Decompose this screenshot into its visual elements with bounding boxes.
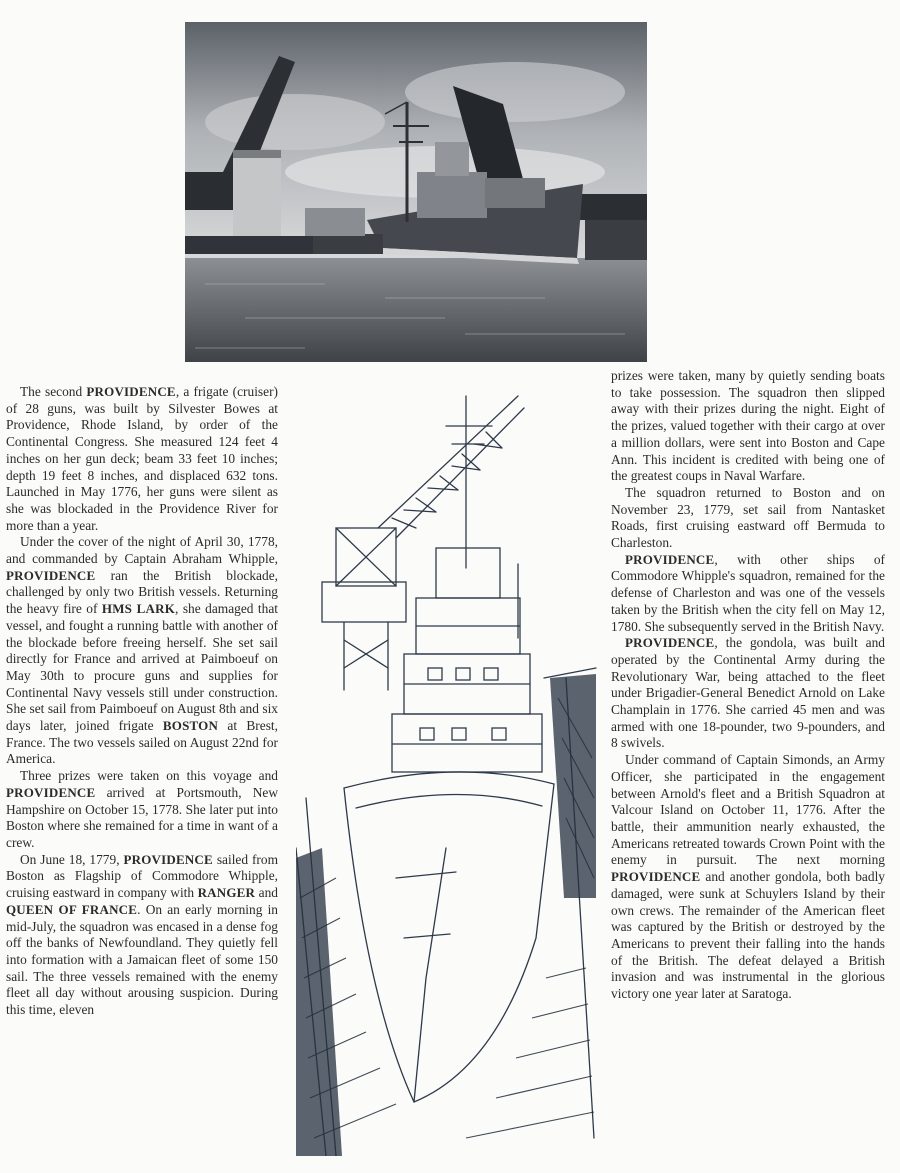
text-run: Under command of Captain Simonds, an Army Officer, she participated in the engagement between Arnold's fleet and a British Squadron at Valcour Island on October 11, 1776. After the battle, their ammunition nearly exhausted, the Americans retreated towards Crown Point with the enemy in pursuit. The next morning	[611, 752, 885, 868]
paragraph	[6, 768, 278, 852]
ship-name: HMS LARK	[101, 601, 176, 617]
text-run: sailed from Boston as Flagship of Commodore Whipple, cruising eastward in company with	[6, 851, 279, 901]
text-run: , the gondola, was built and operated by the Continental Army during the Revolutionary War, being attached to the fleet under Brigadier-General Benedict Arnold on Lake Champlain in 1776. She carried 45 men and was armed with one 18-pounder, two 9-pounders, and 8 swivels.	[611, 635, 885, 751]
ship-name: PROVIDENCE	[123, 851, 213, 867]
ship-name: PROVIDENCE	[625, 551, 715, 567]
drydock-sketch-illustration	[296, 378, 600, 1156]
ship-name: BOSTON	[162, 718, 219, 734]
photo-illustration	[185, 22, 647, 362]
paragraph	[611, 635, 885, 752]
ship-name: PROVIDENCE	[86, 384, 176, 399]
text-run: , with other ships of Commodore Whipple's squadron, remained for the defense of Charleston and was one of the vessels taken by the British when the city fell on May 12, 1780. She subsequently served in the British Navy.	[611, 551, 885, 634]
text-run: The squadron returned to Boston and on November 23, 1779, set sail from Nantasket Roads, first cruising eastward off Bermuda to Charleston.	[611, 484, 885, 551]
ship-name: PROVIDENCE	[6, 567, 96, 583]
sketch-illustration	[296, 378, 600, 1156]
ship-name: RANGER	[197, 885, 256, 901]
ship-name: PROVIDENCE	[611, 869, 701, 885]
text-run: and	[255, 885, 278, 901]
text-run: at Brest, France. The two vessels sailed on August 22nd for America.	[6, 718, 278, 767]
ship-name: PROVIDENCE	[625, 635, 715, 651]
text-run: On June 18, 1779,	[20, 851, 124, 867]
text-run: . On an early morning in mid-July, the squadron was encased in a dense fog off the banks of Newfoundland. They quietly fell into formation with a Jamaican fleet of some 150 sail. The three vessels remained with the enemy fleet all day without arousing suspicion. During this time, eleven	[6, 901, 278, 1018]
text-run: Three prizes were taken on this voyage and	[20, 768, 278, 784]
text-run: , a frigate (cruiser) of 28 guns, was built by Silvester Bowes at Providence, Rhode Island, by order of the Continental Congress. She measured 124 feet 4 inches on her gun deck; beam 33 feet 10 inches; depth 19 feet 8 inches, and displaced 632 tons. Launched in May 1776, her guns were silent as she was blockaded in the Providence River for more than a year.	[6, 384, 278, 533]
article-column-left	[6, 384, 278, 1019]
text-run: arrived at Portsmouth, New Hampshire on October 15, 1778. She later put into Boston where she remained for a time in want of a crew.	[6, 784, 278, 850]
article-column-right	[611, 368, 885, 1003]
paragraph	[611, 752, 885, 1003]
paragraph	[611, 552, 885, 636]
paragraph	[6, 852, 278, 1019]
text-run: and another gondola, both badly damaged, were sunk at Schuylers Island by their own crews. The remainder of the American fleet was captured by the British or destroyed by the Americans to prevent their falling into the hands of the British. The defeat delayed a British invasion and was instrumental in the glorious victory one year later at Saratoga.	[611, 869, 885, 1002]
text-run: ran the British blockade, challenged by only two British vessels. Returning the heavy fire of	[6, 567, 278, 617]
text-run: , she damaged that vessel, and fought a running battle with another of the blockade before freeing herself. She set sail directly for France and arrived at Paimboeuf on May 30th to procure guns and supplies for Continental Navy vessels still under construction. She set sail from Paimboeuf on August 8th and six days later, joined frigate	[6, 601, 278, 734]
cruiser-bridge-photo	[185, 22, 647, 362]
ship-name: QUEEN OF FRANCE	[6, 901, 138, 917]
paragraph	[611, 368, 885, 485]
text-run: Under the cover of the night of April 30, 1778, and commanded by Captain Abraham Whipple,	[6, 534, 278, 567]
ship-name: PROVIDENCE	[6, 784, 96, 800]
text-run: prizes were taken, many by quietly sending boats to take possession. The squadron then slipped away with their prizes during the night. Eight of the prizes, valued together with their cargo at over a million dollars, were sent into Boston and Cape Ann. This incident is credited with being one of the greatest coups in Naval Warfare.	[611, 368, 885, 484]
paragraph	[611, 485, 885, 552]
paragraph	[6, 534, 278, 768]
text-run: The second	[20, 384, 87, 399]
paragraph	[6, 384, 278, 534]
